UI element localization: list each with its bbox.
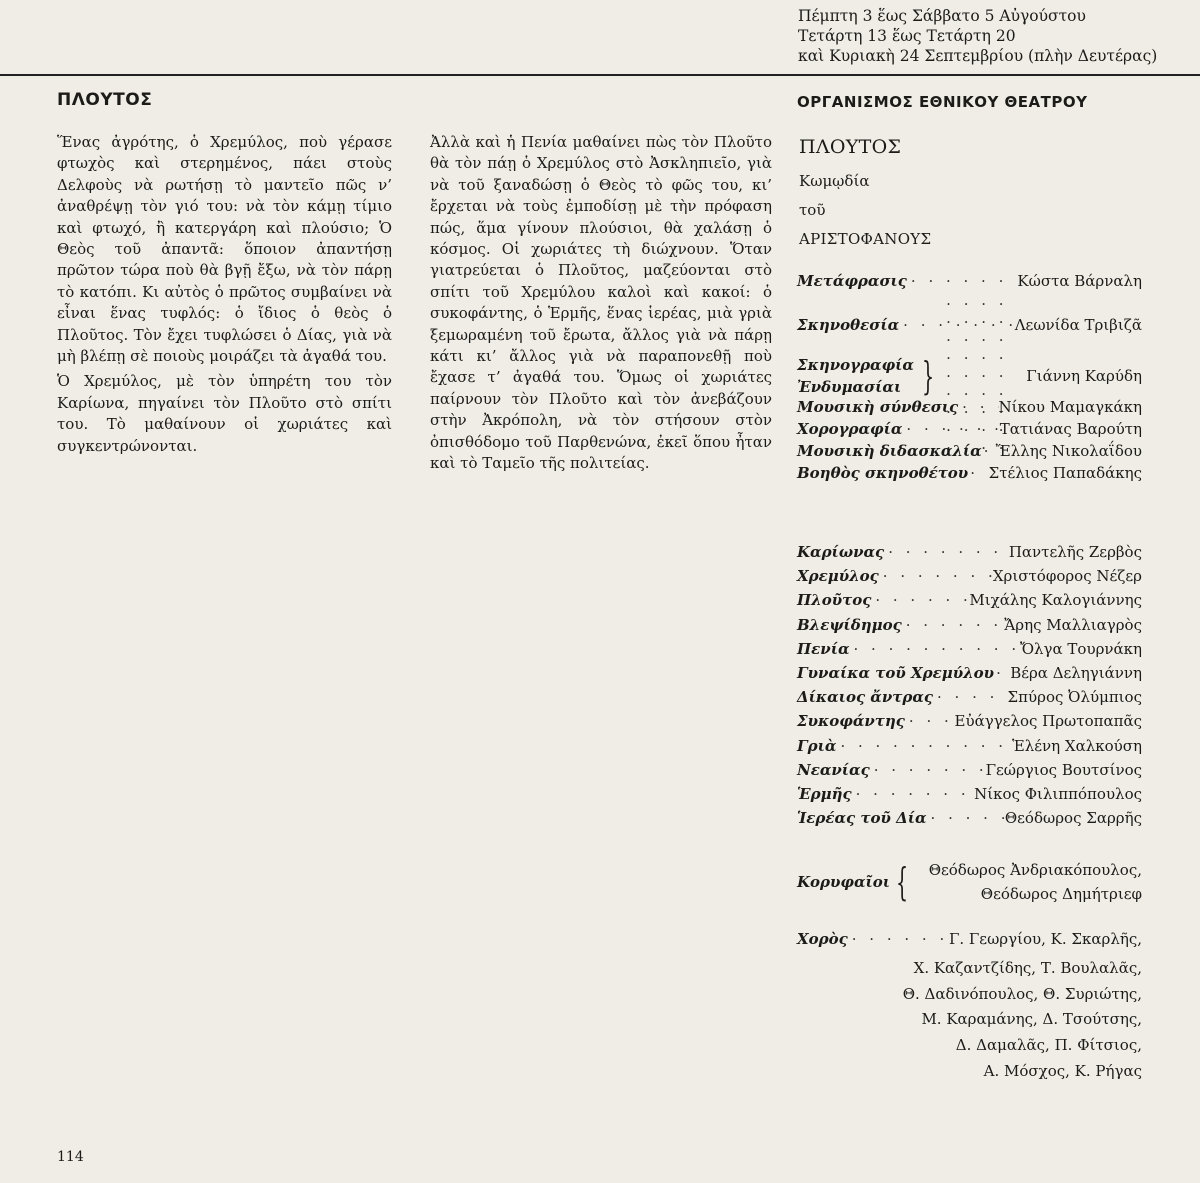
leader-dots [902,616,1005,634]
crew-row [797,464,1142,486]
cast-role: Πενία [797,639,850,658]
crew-role: Ἐνδυμασίαι [797,378,902,396]
cast-role: Νεανίας [797,760,870,779]
crew-row-design [797,354,1142,398]
cast-role: Καρίωνας [797,543,885,561]
crew-name: Νίκου Μαμαγκάκη [998,398,1142,416]
cast-role: Γριὰ [797,736,837,755]
crew-row [797,442,1142,464]
crew-name: Κώστα Βάρναλη [1017,272,1142,290]
page-title: ΠΛΟΥΤΟΣ [57,90,153,110]
cast-name: Παντελῆς Ζερβὸς [1008,543,1142,561]
cast-row [797,616,1142,640]
leader-dots [933,688,1008,706]
chorus-names: Α. Μόσχος, Κ. Ρήγας [983,1061,1142,1080]
paragraph: Ἕνας ἀγρότης, ὁ Χρεμύλος, ποὺ γέρασε φτωχὸς καὶ στερημένος, πάει στοὺς Δελφοὺς νὰ ρωτήσῃ τὸ μαντεῖο πῶς ν’ ἀναθρέψῃ τὸν γιό του: νὰ τὸν κάμῃ τίμιο καὶ φτωχό, ἢ κατεργάρη καὶ πλούσιο; Ὁ Θεὸς τοῦ ἀπαντᾶ: ὅποιον ἀπαντήσῃ πρῶτον τώρα ποὺ θὰ βγῇ ἔξω, νὰ τὸν πάρῃ τὸ κατόπι. Κι αὐτὸς ὁ πρῶτος συμβαίνει νὰ εἶναι ἕνας τυφλός: ὁ ἴδιος ὁ θεὸς ὁ Πλοῦτος. Τὸν ἔχει τυφλώσει ὁ Δίας, γιὰ νὰ μὴ βλέπῃ σὲ ποιοὺς μοιράζει τὰ ἀγαθά του. [57,133,392,366]
chorus-role: Χορὸς [797,930,848,948]
cast-name: Βέρα Δεληγιάννη [1010,663,1142,682]
cast-name: Θεόδωρος Σαρρῆς [1004,809,1142,828]
cast-row [797,712,1142,736]
play-title: ΠΛΟΥΤΟΣ [799,136,902,158]
synopsis-column-2 [430,132,772,479]
crew-name: Τατιάνας Βαρούτη [999,420,1142,438]
chorus-names: Μ. Καραμάνης, Δ. Τσούτσης, [921,1010,1142,1029]
chorus-row [797,930,1142,956]
leader-dots [958,398,998,416]
crew-name: Γιάννη Καρύδη [1026,367,1142,385]
leader-dots [982,442,996,460]
cast-role: Συκοφάντης [797,712,905,731]
date-line: καὶ Κυριακὴ 24 Σεπτεμβρίου (πλὴν Δευτέρας) [798,47,1158,65]
cast-role: Χρεμύλος [797,567,879,586]
crew-name: Στέλιος Παπαδάκης [988,464,1142,482]
cast-name: Ἄρης Μαλλιαγρὸς [1004,615,1142,634]
brace-symbol: { [896,860,909,904]
cast-role: Πλοῦτος [797,591,872,610]
crew-role: Μετάφρασις [797,272,907,290]
cast-role: Βλεψίδημος [797,615,902,634]
play-author: ΑΡΙΣΤΟΦΑΝΟΥΣ [799,230,932,248]
crew-role: Σκηνοθεσία [797,316,900,334]
cast-name: Ἑλένη Χαλκούση [1012,736,1142,755]
coryphaei-block [797,858,1142,906]
crew-role: Σκηνογραφία [797,356,914,374]
crew-name: Λεωνίδα Τριβιζᾶ [1014,316,1142,334]
cast-role: Δίκαιος ἄντρας [797,688,933,707]
paragraph: Ὁ Χρεμύλος, μὲ τὸν ὑπηρέτη του τὸν Καρίωνα, πηγαίνει τὸν Πλοῦτο στὸ σπίτι του. Τὸ μαθαίνουν οἱ χωριάτες καὶ συγκεντρώνονται. [57,372,392,455]
leader-dots [902,420,999,438]
chorus-names: Γ. Γεωργίου, Κ. Σκαρλῆς, [948,930,1142,948]
chorus-names: Θ. Δαδινόπουλος, Θ. Συριώτης, [902,984,1142,1003]
coryphaei-role: Κορυφαῖοι [797,873,891,891]
leader-dots [905,712,955,730]
cast-row [797,591,1142,615]
leader-dots [907,272,1018,290]
play-genre: Κωμῳδία [799,172,870,190]
synopsis-column-1 [57,132,392,461]
crew-role: Χορογραφία [797,420,903,438]
leader-dots [968,464,988,482]
leader-dots [871,591,969,609]
cast-role: Ἑρμῆς [797,784,852,803]
leader-dots [836,737,1012,755]
cast-list [797,543,1142,833]
leader-dots [870,761,986,779]
leader-dots [879,567,993,585]
cast-row [797,543,1142,567]
cast-name: Μιχάλης Καλογιάννης [969,591,1142,610]
crew-row [797,272,1142,294]
crew-list [797,272,1142,486]
cast-row [797,809,1142,833]
cast-role: Ἱερέας τοῦ Δία [797,809,927,828]
cast-row [797,785,1142,809]
date-line: Τετάρτη 13 ἕως Τετάρτη 20 [798,27,1016,45]
cast-row [797,761,1142,785]
performance-dates [798,6,1158,66]
leader-dots [852,785,975,803]
header-rule [0,74,1200,76]
chorus-names: Δ. Δαμαλᾶς, Π. Φίτσιος, [955,1036,1142,1055]
page-number: 114 [57,1149,84,1165]
cast-name: Ὄλγα Τουρνάκη [1019,639,1142,658]
coryphaeus-name: Θεόδωρος Δημήτριεφ [980,885,1142,903]
cast-row [797,664,1142,688]
cast-row [797,688,1142,712]
cast-row [797,737,1142,761]
paragraph: Ἀλλὰ καὶ ἡ Πενία μαθαίνει πὼς τὸν Πλοῦτο θὰ τὸν πάῃ ὁ Χρεμύλος στὸ Ἀσκληπιεῖο, γιὰ νὰ τοῦ ξαναδώσῃ ὁ Θεὸς τὸ φῶς του, κι’ ἔρχεται νὰ τοὺς ἐμποδίσῃ μὲ τὴν πρόφαση πώς, ἅμα γίνουν πλούσιοι, θὰ χαλάσῃ ὁ κόσμος. Οἱ χωριάτες τὴ διώχνουν. Ὅταν γιατρεύεται ὁ Πλοῦτος, μαζεύονται στὸ σπίτι τοῦ Χρεμύλου καλοὶ καὶ κακοί: ὁ συκοφάντης, ὁ Ἑρμῆς, ἕνας ἱερέας, μιὰ γριὰ ξεμωραμένη τοῦ ἔρωτα, ἄλλος γιὰ νὰ πάρῃ κάτι κι’ ἄλλος γιὰ νὰ παραπονεθῇ ποὺ ἔχασε τ’ ἀγαθά του. Ὅμως οἱ χωριάτες παίρνουν τὸν Πλοῦτο καὶ τὸν ἀνεβάζουν στὴν Ἀκρόπολη, νὰ τὸν στήσουν στὸν ὀπισθόδομο τοῦ Παρθενώνα, ἐκεῖ ὅπου ἦταν καὶ τὸ Ταμεῖο τῆς πολιτείας. [430,133,772,473]
brace-symbol: } [922,354,935,398]
leader-dots [994,664,1010,682]
play-of: τοῦ [799,201,826,219]
chorus-names: Χ. Καζαντζίδης, Τ. Βουλαλᾶς, [913,958,1142,977]
coryphaeus-name: Θεόδωρος Ἀνδριακόπουλος, [928,861,1142,879]
crew-role: Βοηθὸς σκηνοθέτου [797,464,969,482]
leader-dots [884,543,1009,561]
cast-row [797,640,1142,664]
chorus-block [797,930,1142,1085]
cast-name: Σπύρος Ὀλύμπιος [1007,688,1142,707]
crew-role: Μουσικὴ διδασκαλία [797,442,982,460]
cast-name: Νίκος Φιλιππόπουλος [974,784,1142,803]
crew-name: Ἔλλης Νικολαΐδου [995,442,1142,460]
leader-dots [848,930,949,948]
leader-dots [927,809,1005,827]
cast-name: Γεώργιος Βουτσίνος [985,760,1142,779]
leader-dots [850,640,1020,658]
organization-name: ΟΡΓΑΝΙΣΜΟΣ ΕΘΝΙΚΟΥ ΘΕΑΤΡΟΥ [797,93,1088,111]
cast-name: Χριστόφορος Νέζερ [992,567,1142,586]
cast-row [797,567,1142,591]
cast-name: Εὐάγγελος Πρωτοπαπᾶς [954,712,1142,731]
crew-role: Μουσικὴ σύνθεσις [797,398,959,416]
date-line: Πέμπτη 3 ἕως Σάββατο 5 Αὐγούστου [798,7,1086,25]
cast-role: Γυναίκα τοῦ Χρεμύλου [797,663,995,682]
